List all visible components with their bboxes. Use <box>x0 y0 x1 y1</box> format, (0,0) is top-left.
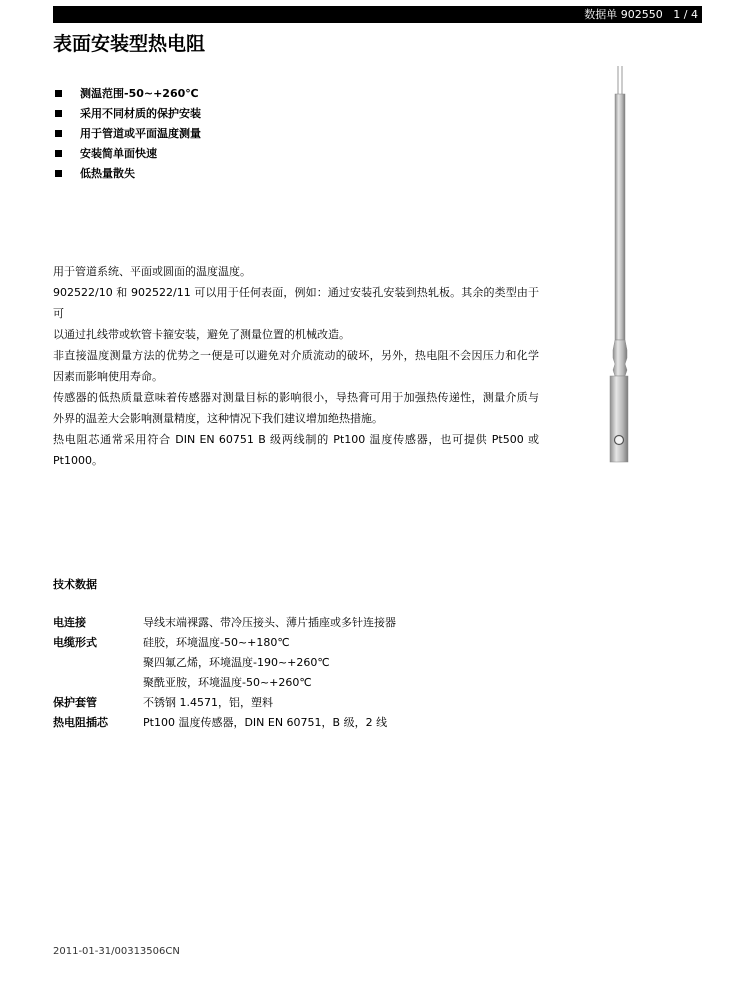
technical-data-heading: 技术数据 <box>53 578 97 591</box>
spec-value: Pt100 温度传感器，DIN EN 60751，B 级，2 线 <box>143 716 388 729</box>
description-line: Pt1000。 <box>53 454 103 467</box>
description-line: 因素而影响使用寿命。 <box>53 370 163 383</box>
description-line: 热电阻芯通常采用符合 DIN EN 60751 B 级两线制的 Pt100 温度传感器，也可提供 Pt500 或 <box>53 433 539 446</box>
spec-value: 导线末端裸露、带冷压接头、薄片插座或多针连接器 <box>143 616 396 629</box>
page-title: 表面安装型热电阻 <box>53 33 206 55</box>
feature-text: 采用不同材质的保护安装 <box>80 107 201 120</box>
square-bullet-icon <box>55 90 62 97</box>
spec-value: 不锈钢 1.4571，铝，塑料 <box>143 696 273 709</box>
description-line: 902522/10 和 902522/11 可以用于任何表面，例如：通过安装孔安装到热轧板。其余的类型由于可 <box>53 286 539 320</box>
sensor-illustration <box>600 66 640 464</box>
spec-label: 热电阻插芯 <box>53 716 108 729</box>
spec-label: 保护套管 <box>53 696 97 709</box>
square-bullet-icon <box>55 170 62 177</box>
header-bar <box>53 6 702 23</box>
feature-text: 安装简单面快速 <box>80 147 157 160</box>
description-line: 传感器的低热质量意味着传感器对测量目标的影响很小，导热膏可用于加强热传递性，测量介质与 <box>53 391 539 404</box>
footer-doc-id: 2011-01-31/00313506CN <box>53 946 180 957</box>
spec-value: 硅胶，环境温度-50~+180℃ <box>143 636 290 649</box>
square-bullet-icon <box>55 130 62 137</box>
description-line: 外界的温差大会影响测量精度，这种情况下我们建议增加绝热措施。 <box>53 412 383 425</box>
feature-text: 测温范围-50~+260℃ <box>80 87 199 100</box>
description-line: 非直接温度测量方法的优势之一便是可以避免对介质流动的破坏，另外，热电阻不会因压力和化学 <box>53 349 539 362</box>
description-line: 用于管道系统、平面或圆面的温度温度。 <box>53 265 251 278</box>
feature-text: 低热量散失 <box>80 167 135 180</box>
spec-label: 电连接 <box>53 616 86 629</box>
spec-value: 聚酰亚胺，环境温度-50~+260℃ <box>143 676 312 689</box>
description <box>53 261 539 471</box>
description-line: 以通过扎线带或软管卡箍安装，避免了测量位置的机械改造。 <box>53 328 350 341</box>
header-text <box>584 7 698 22</box>
spec-value: 聚四氟乙烯，环境温度-190~+260℃ <box>143 656 330 669</box>
spec-label: 电缆形式 <box>53 636 97 649</box>
square-bullet-icon <box>55 150 62 157</box>
datasheet-number: 数据单 902550 <box>584 8 663 21</box>
page-number: 1 / 4 <box>673 8 698 21</box>
square-bullet-icon <box>55 110 62 117</box>
feature-text: 用于管道或平面温度测量 <box>80 127 201 140</box>
